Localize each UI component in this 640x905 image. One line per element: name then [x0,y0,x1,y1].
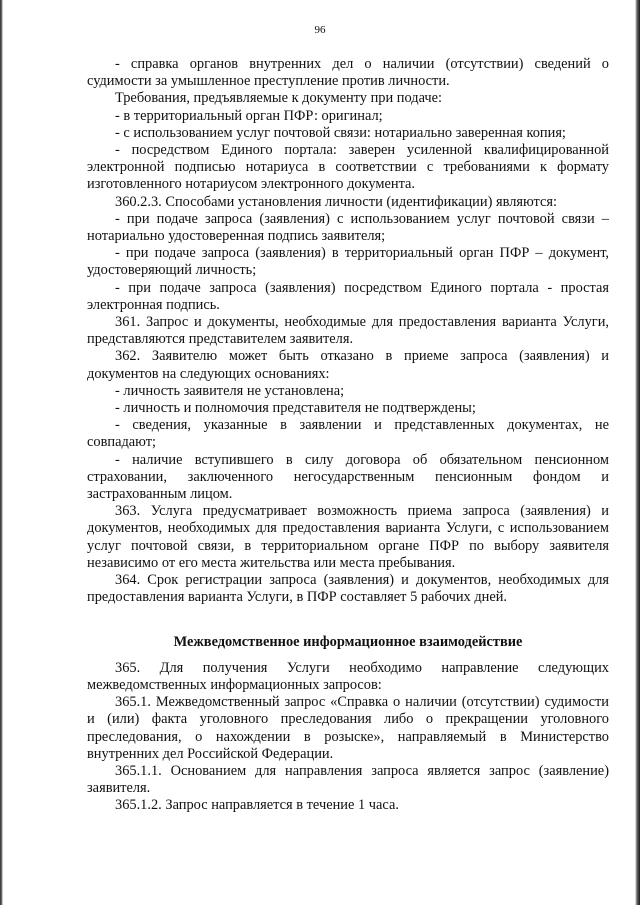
paragraph: 365. Для получения Услуги необходимо направление следующих межведомственных информационных запросов: [87,659,609,693]
list-item: - при подаче запроса (заявления) посредством Единого портала - простая электронная подпись. [87,279,609,313]
document-body [87,56,609,815]
list-item: - личность и полномочия представителя не подтверждены; [115,400,476,417]
paragraph: 363. Услуга предусматривает возможность приема запроса (заявления) и документов, необходимых для предоставления варианта Услуги, с использованием услуг почтовой связи, в территориальном органе ПФР по выбору заявителя независимо от его места жительства или места пребывания. [87,503,609,571]
list-item: - посредством Единого портала: заверен усиленной квалифицированной электронной подписью нотариуса в соответствии с требованиями к формату изготовленного нотариусом электронного документа. [87,142,609,193]
paragraph: 365.1.1. Основанием для направления запроса является запрос (заявление) заявителя. [87,762,609,797]
paragraph: 365.1.2. Запрос направляется в течение 1 часа. [115,797,399,814]
list-item: - при подаче запроса (заявления) с использованием услуг почтовой связи – нотариально удостоверенная подпись заявителя; [87,210,609,245]
list-item: - личность заявителя не установлена; [115,382,345,399]
list-item: - наличие вступившего в силу договора об обязательном пенсионном страховании, заключенного негосударственным пенсионным фондом и застрахованным лицом. [87,451,609,503]
paragraph: 365.1. Межведомственный запрос «Справка о наличии (отсутствии) судимости и (или) факта уголовного преследования либо о прекращении уголовного преследования, о нахождении в розыске», направляемый в Министерство внутренних дел Российской Федерации. [87,694,609,762]
paragraph: Требования, предъявляемые к документу при подаче: [115,90,442,107]
paragraph: - справка органов внутренних дел о наличии (отсутствии) сведений о судимости за умышленное преступление против личности. [87,56,609,90]
section-heading: Межведомственное информационное взаимодействие [173,633,523,650]
list-item: - в территориальный орган ПФР: оригинал; [115,107,383,124]
paragraph: 361. Запрос и документы, необходимые для предоставления варианта Услуги, представляются представителем заявителя. [87,314,609,348]
paragraph: 364. Срок регистрации запроса (заявления) и документов, необходимых для предоставления варианта Услуги, в ПФР составляет 5 рабочих дней. [87,572,609,606]
scan-edge-right [635,0,640,905]
list-item: - сведения, указанные в заявлении и представленных документах, не совпадают; [87,417,609,451]
paragraph: 362. Заявителю может быть отказано в приеме запроса (заявления) и документов на следующих основаниях: [87,348,609,382]
list-item: - с использованием услуг почтовой связи: нотариально заверенная копия; [115,124,566,141]
paragraph: 360.2.3. Способами установления личности (идентификации) являются: [115,193,558,210]
page-number: 96 [314,24,326,36]
list-item: - при подаче запроса (заявления) в территориальный орган ПФР – документ, удостоверяющий личность; [87,245,609,279]
scan-edge-left [0,0,3,905]
